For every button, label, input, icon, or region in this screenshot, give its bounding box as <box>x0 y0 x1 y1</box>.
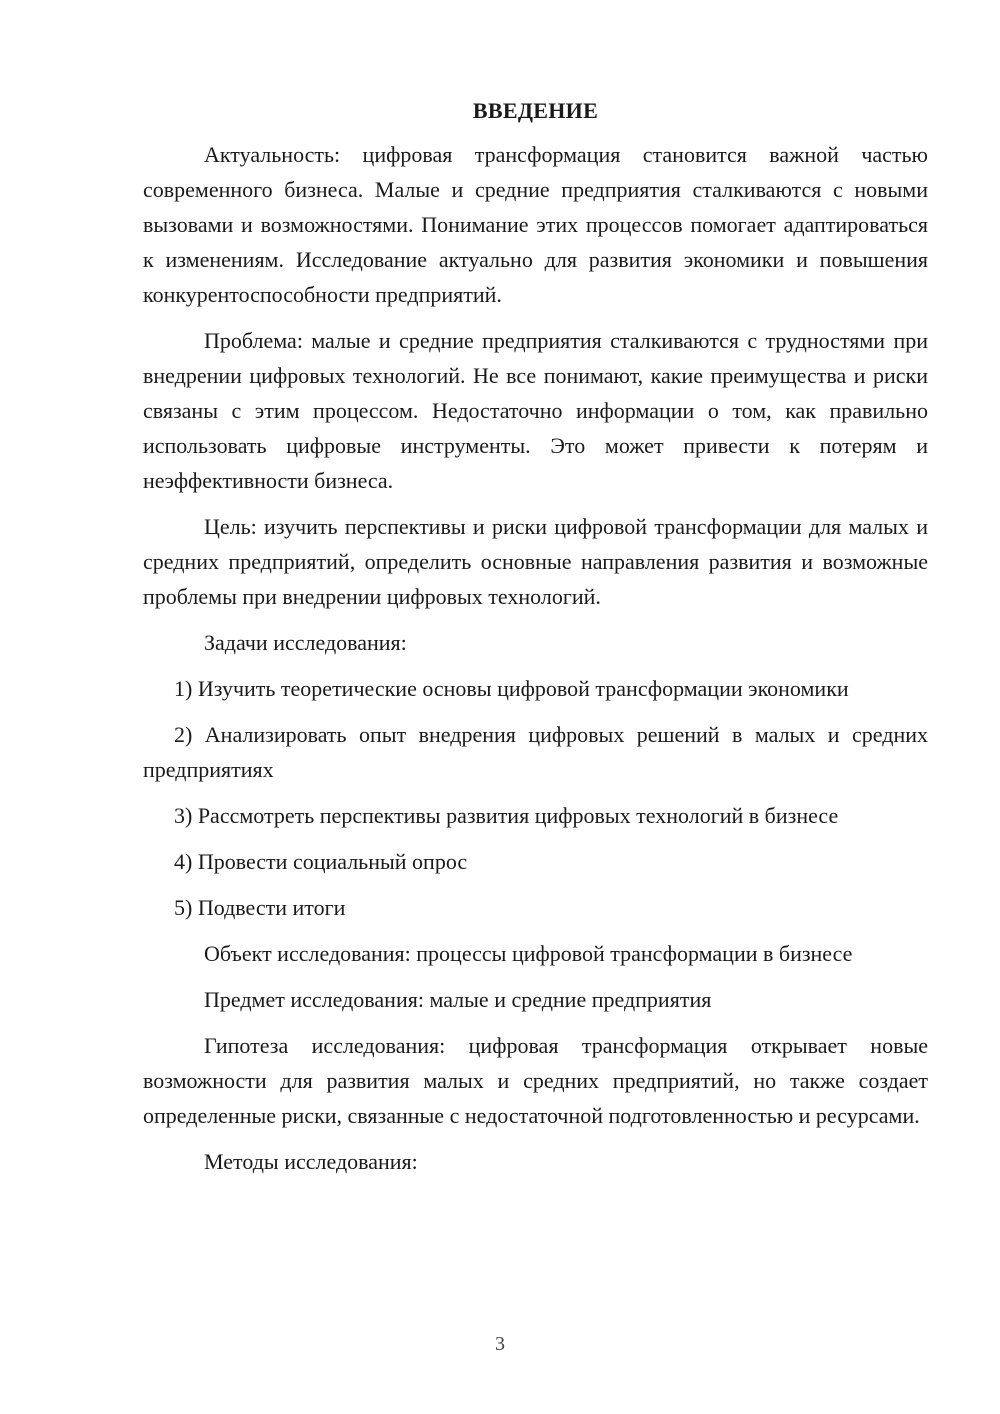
document-page <box>143 96 928 1190</box>
page-number: 3 <box>495 1333 505 1355</box>
task-item: 4) Провести социальный опрос <box>174 849 468 874</box>
paragraph-subject: Предмет исследования: малые и средние предприятия <box>204 987 712 1012</box>
methods-heading: Методы исследования: <box>204 1149 418 1174</box>
task-item: 5) Подвести итоги <box>174 895 346 920</box>
tasks-heading: Задачи исследования: <box>204 630 407 655</box>
paragraph-goal: Цель: изучить перспективы и риски цифровой трансформации для малых и средних предприятий, определить основные направления развития и возможные проблемы при внедрении цифровых технологий. <box>143 514 928 609</box>
tasks-list <box>143 671 928 925</box>
paragraph-relevance: Актуальность: цифровая трансформация становится важной частью современного бизнеса. Малые и средние предприятия сталкиваются с новыми вызовами и возможностями. Понимание этих процессов помогает адаптироваться к изменениям. Исследование актуально для развития экономики и повышения конкурентоспособности предприятий. <box>143 142 928 307</box>
paragraph-object: Объект исследования: процессы цифровой трансформации в бизнесе <box>204 941 853 966</box>
section-title: ВВЕДЕНИЕ <box>472 98 599 123</box>
task-item: 2) Анализировать опыт внедрения цифровых решений в малых и средних предприятиях <box>143 722 928 782</box>
paragraph-problem: Проблема: малые и средние предприятия сталкиваются с трудностями при внедрении цифровых технологий. Не все понимают, какие преимущества и риски связаны с этим процессом. Недостаточно информации о том, как правильно использовать цифровые инструменты. Это может привести к потерям и неэффективности бизнеса. <box>143 328 928 493</box>
paragraph-hypothesis: Гипотеза исследования: цифровая трансформация открывает новые возможности для развития малых и средних предприятий, но также создает определенные риски, связанные с недостаточной подготовленностью и ресурсами. <box>143 1033 928 1128</box>
task-item: 1) Изучить теоретические основы цифровой трансформации экономики <box>174 676 849 701</box>
task-item: 3) Рассмотреть перспективы развития цифровых технологий в бизнесе <box>174 803 839 828</box>
